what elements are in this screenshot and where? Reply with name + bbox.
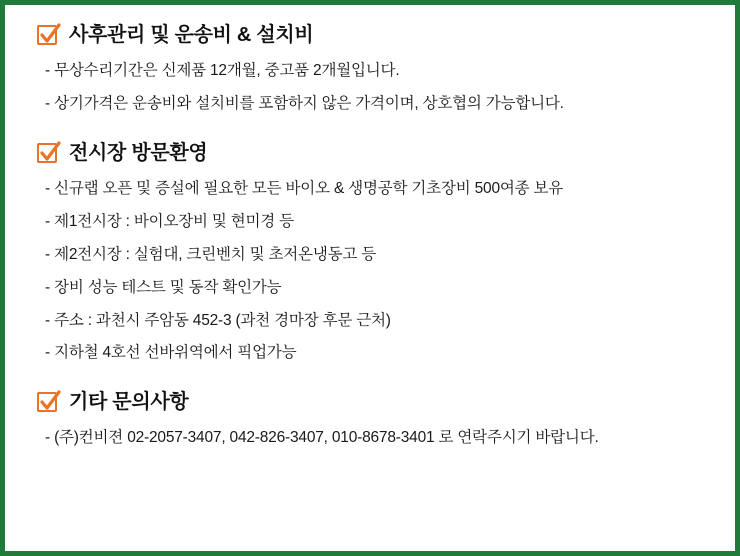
- section-header: [37, 390, 709, 414]
- list-item: - 지하철 4호선 선바위역에서 픽업가능: [45, 344, 297, 362]
- section-title: 사후관리 및 운송비 & 설치비: [69, 24, 314, 46]
- section-title: 기타 문의사항: [69, 391, 189, 414]
- list-item: - 주소 : 과천시 주암동 452-3 (과천 경마장 후문 근처): [45, 311, 391, 329]
- list-item: - 신규랩 오픈 및 증설에 필요한 모든 바이오 & 생명공학 기초장비 500여종 보유: [45, 179, 564, 197]
- list-item: - 제2전시장 : 실험대, 크린벤치 및 초저온냉동고 등: [45, 245, 377, 263]
- section-after-service: [31, 23, 709, 115]
- list-item: - 무상수리기간은 신제품 12개월, 중고품 2개월입니다.: [45, 62, 400, 79]
- list-item: - 상기가격은 운송비와 설치비를 포함하지 않은 가격이며, 상호협의 가능합니다.: [45, 94, 564, 112]
- section-lines: [31, 179, 709, 365]
- section-title: 전시장 방문환영: [69, 141, 208, 164]
- section-showroom: [31, 141, 709, 365]
- section-lines: [31, 61, 709, 115]
- orange-check-icon: [37, 392, 57, 412]
- section-header: [37, 141, 709, 165]
- orange-check-icon: [37, 143, 57, 163]
- list-item: - (주)컨비젼 02-2057-3407, 042-826-3407, 010-8678-3401 로 연락주시기 바랍니다.: [45, 429, 599, 447]
- section-lines: [31, 428, 709, 449]
- section-other-inquiries: [31, 390, 709, 449]
- list-item: - 장비 성능 테스트 및 동작 확인가능: [45, 278, 282, 296]
- orange-check-icon: [37, 25, 57, 45]
- list-item: - 제1전시장 : 바이오장비 및 현미경 등: [45, 212, 294, 230]
- section-header: [37, 23, 709, 47]
